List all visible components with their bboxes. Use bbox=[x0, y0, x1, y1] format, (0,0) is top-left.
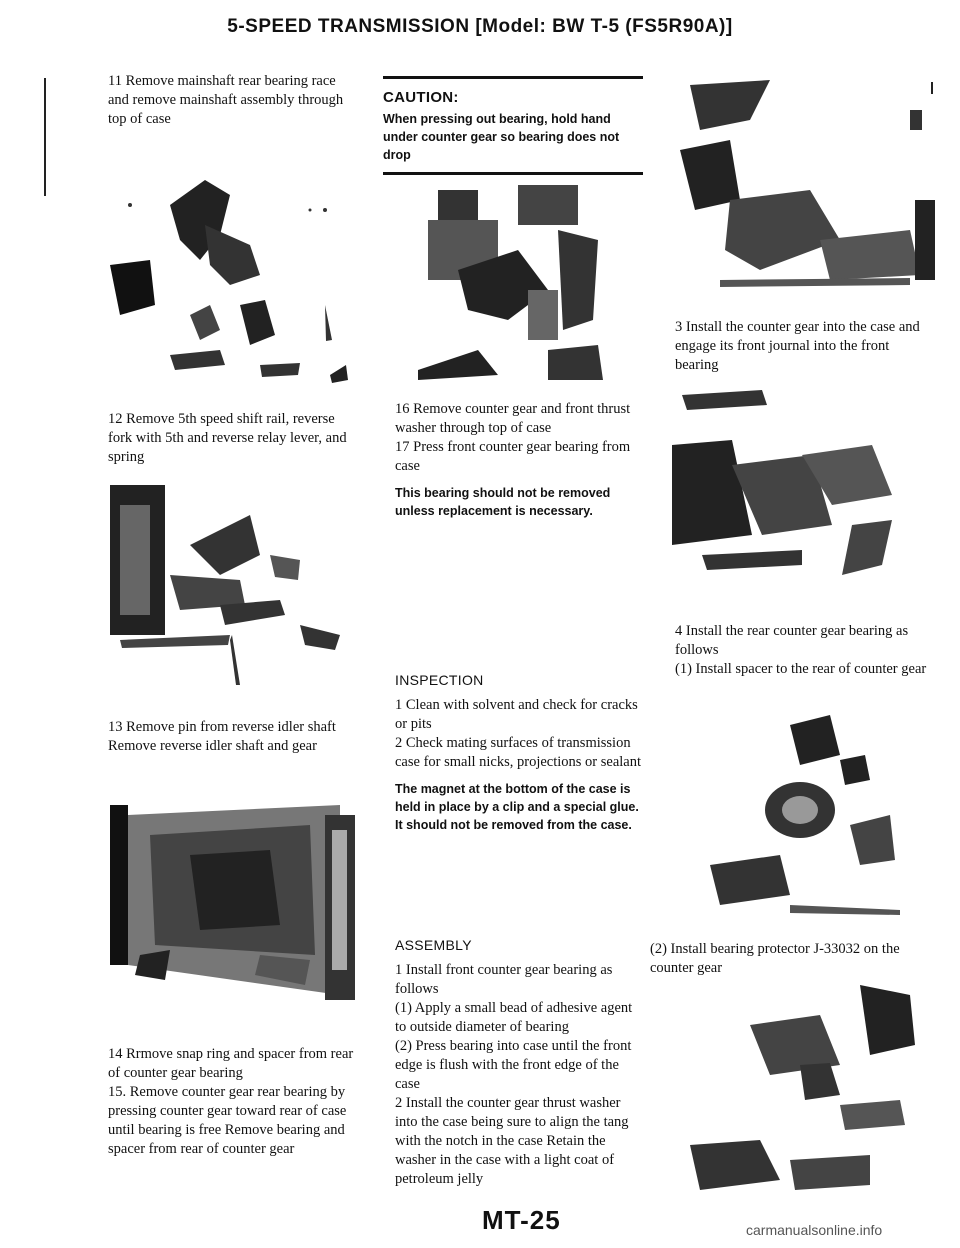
step-12-text: 12 Remove 5th speed shift rail, reverse fork with 5th and reverse relay lever, and spring bbox=[108, 411, 347, 465]
bearing-note: This bearing should not be removed unless replacement is necessary. bbox=[395, 486, 611, 518]
step-4-1-text: (1) Install spacer to the rear of counter gear bbox=[675, 661, 927, 677]
assembly-heading: ASSEMBLY bbox=[395, 937, 472, 953]
step-4-2-text: (2) Install bearing protector J-33032 on the counter gear bbox=[650, 941, 900, 976]
step-14-text: 14 Rrmove snap ring and spacer from rear of counter gear bearing bbox=[108, 1046, 354, 1081]
margin-mark bbox=[44, 78, 46, 196]
photo-mainshaft-removal bbox=[110, 165, 350, 395]
step-3-text: 3 Install the counter gear into the case and engage its front journal into the front bearing bbox=[675, 319, 920, 373]
page-title: 5-SPEED TRANSMISSION [Model: BW T-5 (FS5R90A)] bbox=[227, 16, 733, 37]
step-4-2 bbox=[650, 940, 940, 978]
inspection-step-1: 1 Clean with solvent and check for cracks or pits bbox=[395, 697, 638, 732]
step-13 bbox=[108, 718, 358, 756]
photo-shift-rail-removal bbox=[110, 485, 350, 685]
step-4-text: 4 Install the rear counter gear bearing as follows bbox=[675, 623, 909, 658]
steps-16-17 bbox=[395, 400, 645, 520]
page-number: MT-25 bbox=[482, 1205, 561, 1235]
inspection-step-2: 2 Check mating surfaces of transmission case for small nicks, projections or sealant bbox=[395, 735, 642, 770]
caution-box bbox=[383, 76, 643, 175]
step-12 bbox=[108, 410, 358, 467]
caution-title: CAUTION: bbox=[383, 89, 459, 106]
step-3 bbox=[675, 318, 930, 375]
assembly-step-1: 1 Install front counter gear bearing as follows bbox=[395, 962, 613, 997]
photo-idler-shaft-removal bbox=[110, 805, 355, 1005]
step-13-text: 13 Remove pin from reverse idler shaft Remove reverse idler shaft and gear bbox=[108, 719, 336, 754]
step-11-text: 11 Remove mainshaft rear bearing race and remove mainshaft assembly through top of case bbox=[108, 73, 344, 127]
margin-mark bbox=[931, 82, 933, 94]
assembly-step-1-2: (2) Press bearing into case until the front edge is flush with the front edge of the case bbox=[395, 1038, 632, 1092]
magnet-note: The magnet at the bottom of the case is held in place by a clip and a special glue. It should not be removed from the case. bbox=[395, 782, 639, 832]
assembly-step-2: 2 Install the counter gear thrust washer into the case being sure to align the tang with the notch in the case Retain the washer in the case with a light coat of petroleum jelly bbox=[395, 1095, 629, 1187]
watermark: carmanualsonline.info bbox=[746, 1222, 883, 1238]
photo-bearing-protector bbox=[690, 985, 935, 1195]
step-15-text: 15. Remove counter gear rear bearing by pressing counter gear toward rear of case until bearing is free Remove bearing and spacer from rear of counter gear bbox=[108, 1084, 347, 1157]
assembly-step-1-1: (1) Apply a small bead of adhesive agent to outside diameter of bearing bbox=[395, 1000, 633, 1035]
photo-counter-gear-install bbox=[670, 80, 935, 295]
inspection-heading: INSPECTION bbox=[395, 672, 484, 688]
photo-counter-gear-bearing bbox=[398, 180, 628, 380]
photo-counter-gear-engage bbox=[672, 385, 932, 600]
step-16-text: 16 Remove counter gear and front thrust washer through top of case bbox=[395, 401, 631, 436]
photo-spacer-install bbox=[690, 715, 930, 925]
inspection-section bbox=[395, 672, 645, 834]
step-17-text: 17 Press front counter gear bearing from case bbox=[395, 439, 631, 474]
step-4 bbox=[675, 622, 930, 679]
assembly-section bbox=[395, 937, 645, 1189]
steps-14-15 bbox=[108, 1045, 363, 1159]
caution-text: When pressing out bearing, hold hand under counter gear so bearing does not drop bbox=[383, 112, 620, 162]
step-11 bbox=[108, 72, 358, 129]
